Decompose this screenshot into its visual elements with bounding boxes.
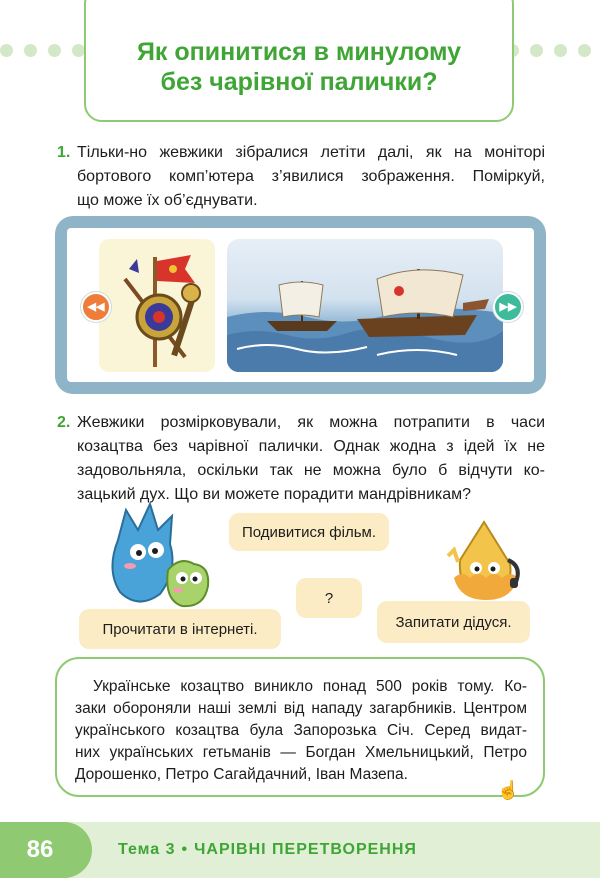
lesson-title-box <box>84 0 514 122</box>
rewind-icon[interactable]: ◀◀ <box>81 292 111 322</box>
character-right-illustration <box>440 520 530 602</box>
page-number-tab <box>0 822 92 878</box>
task-1-number: 1. <box>57 144 71 161</box>
characters-left-illustration <box>98 500 238 610</box>
info-line: українського козацтва була Запорозька Січ. Серед видат- <box>75 722 527 739</box>
bubble-watch-film: Подивитися фільм. <box>229 513 389 551</box>
info-box <box>55 657 545 797</box>
info-line: них українських гетьманів — Богдан Хмельницький, Петро <box>75 744 527 761</box>
task-2-line: козацтва без чарівної палички. Однак жодна з ідей їх не <box>77 438 545 455</box>
topic-separator: • <box>181 841 189 858</box>
info-line: заки обороняли наші землі від нападу загарбників. Центром <box>75 700 527 717</box>
task-1-text <box>77 141 545 213</box>
sailing-ships-image <box>227 239 503 372</box>
lesson-title-line-2: без чарівної палички? <box>160 68 438 96</box>
task-2-line: зацький дух. Що ви можете порадити мандрівникам? <box>77 486 472 503</box>
bubble-read-internet: Прочитати в інтернеті. <box>79 609 281 649</box>
task-1-line: Тільки-но жевжики зібралися летіти далі, як на моніторі <box>77 144 545 161</box>
info-line: Українське козацтво виникло понад 500 років тому. Ко- <box>93 678 527 695</box>
task-1-line: що може їх об’єднувати. <box>77 192 258 209</box>
topic-number: Тема 3 <box>118 841 176 858</box>
task-2-line: задовольняла, оскільки так не можна було б відчути ко- <box>77 462 545 479</box>
pointing-hand-icon: ☝ <box>497 780 520 800</box>
topic-label <box>118 841 417 859</box>
topic-name: ЧАРІВНІ ПЕРЕТВОРЕННЯ <box>194 841 417 858</box>
page-footer <box>0 822 600 878</box>
task-2-number: 2. <box>57 414 71 431</box>
page-number: 86 <box>26 836 54 863</box>
task-2-text <box>77 411 545 507</box>
lesson-title-line-1: Як опинитися в минулому <box>136 38 462 66</box>
onboard-monitor <box>55 216 546 394</box>
task-2-line: Жевжики розмірковували, як можна потрапити в часи <box>77 414 545 431</box>
info-line: Дорошенко, Петро Сагайдачний, Іван Мазепа. <box>75 766 408 783</box>
bubble-ask-grandpa: Запитати дідуся. <box>377 601 530 643</box>
info-text <box>75 676 527 786</box>
task-1-line: бортового комп’ютера з’явилися зображення. Поміркуй, <box>77 168 545 185</box>
bubble-question: ? <box>296 578 362 618</box>
fast-forward-icon[interactable]: ▶▶ <box>493 292 523 322</box>
cossack-emblem-image <box>99 239 215 372</box>
monitor-screen <box>67 228 534 382</box>
